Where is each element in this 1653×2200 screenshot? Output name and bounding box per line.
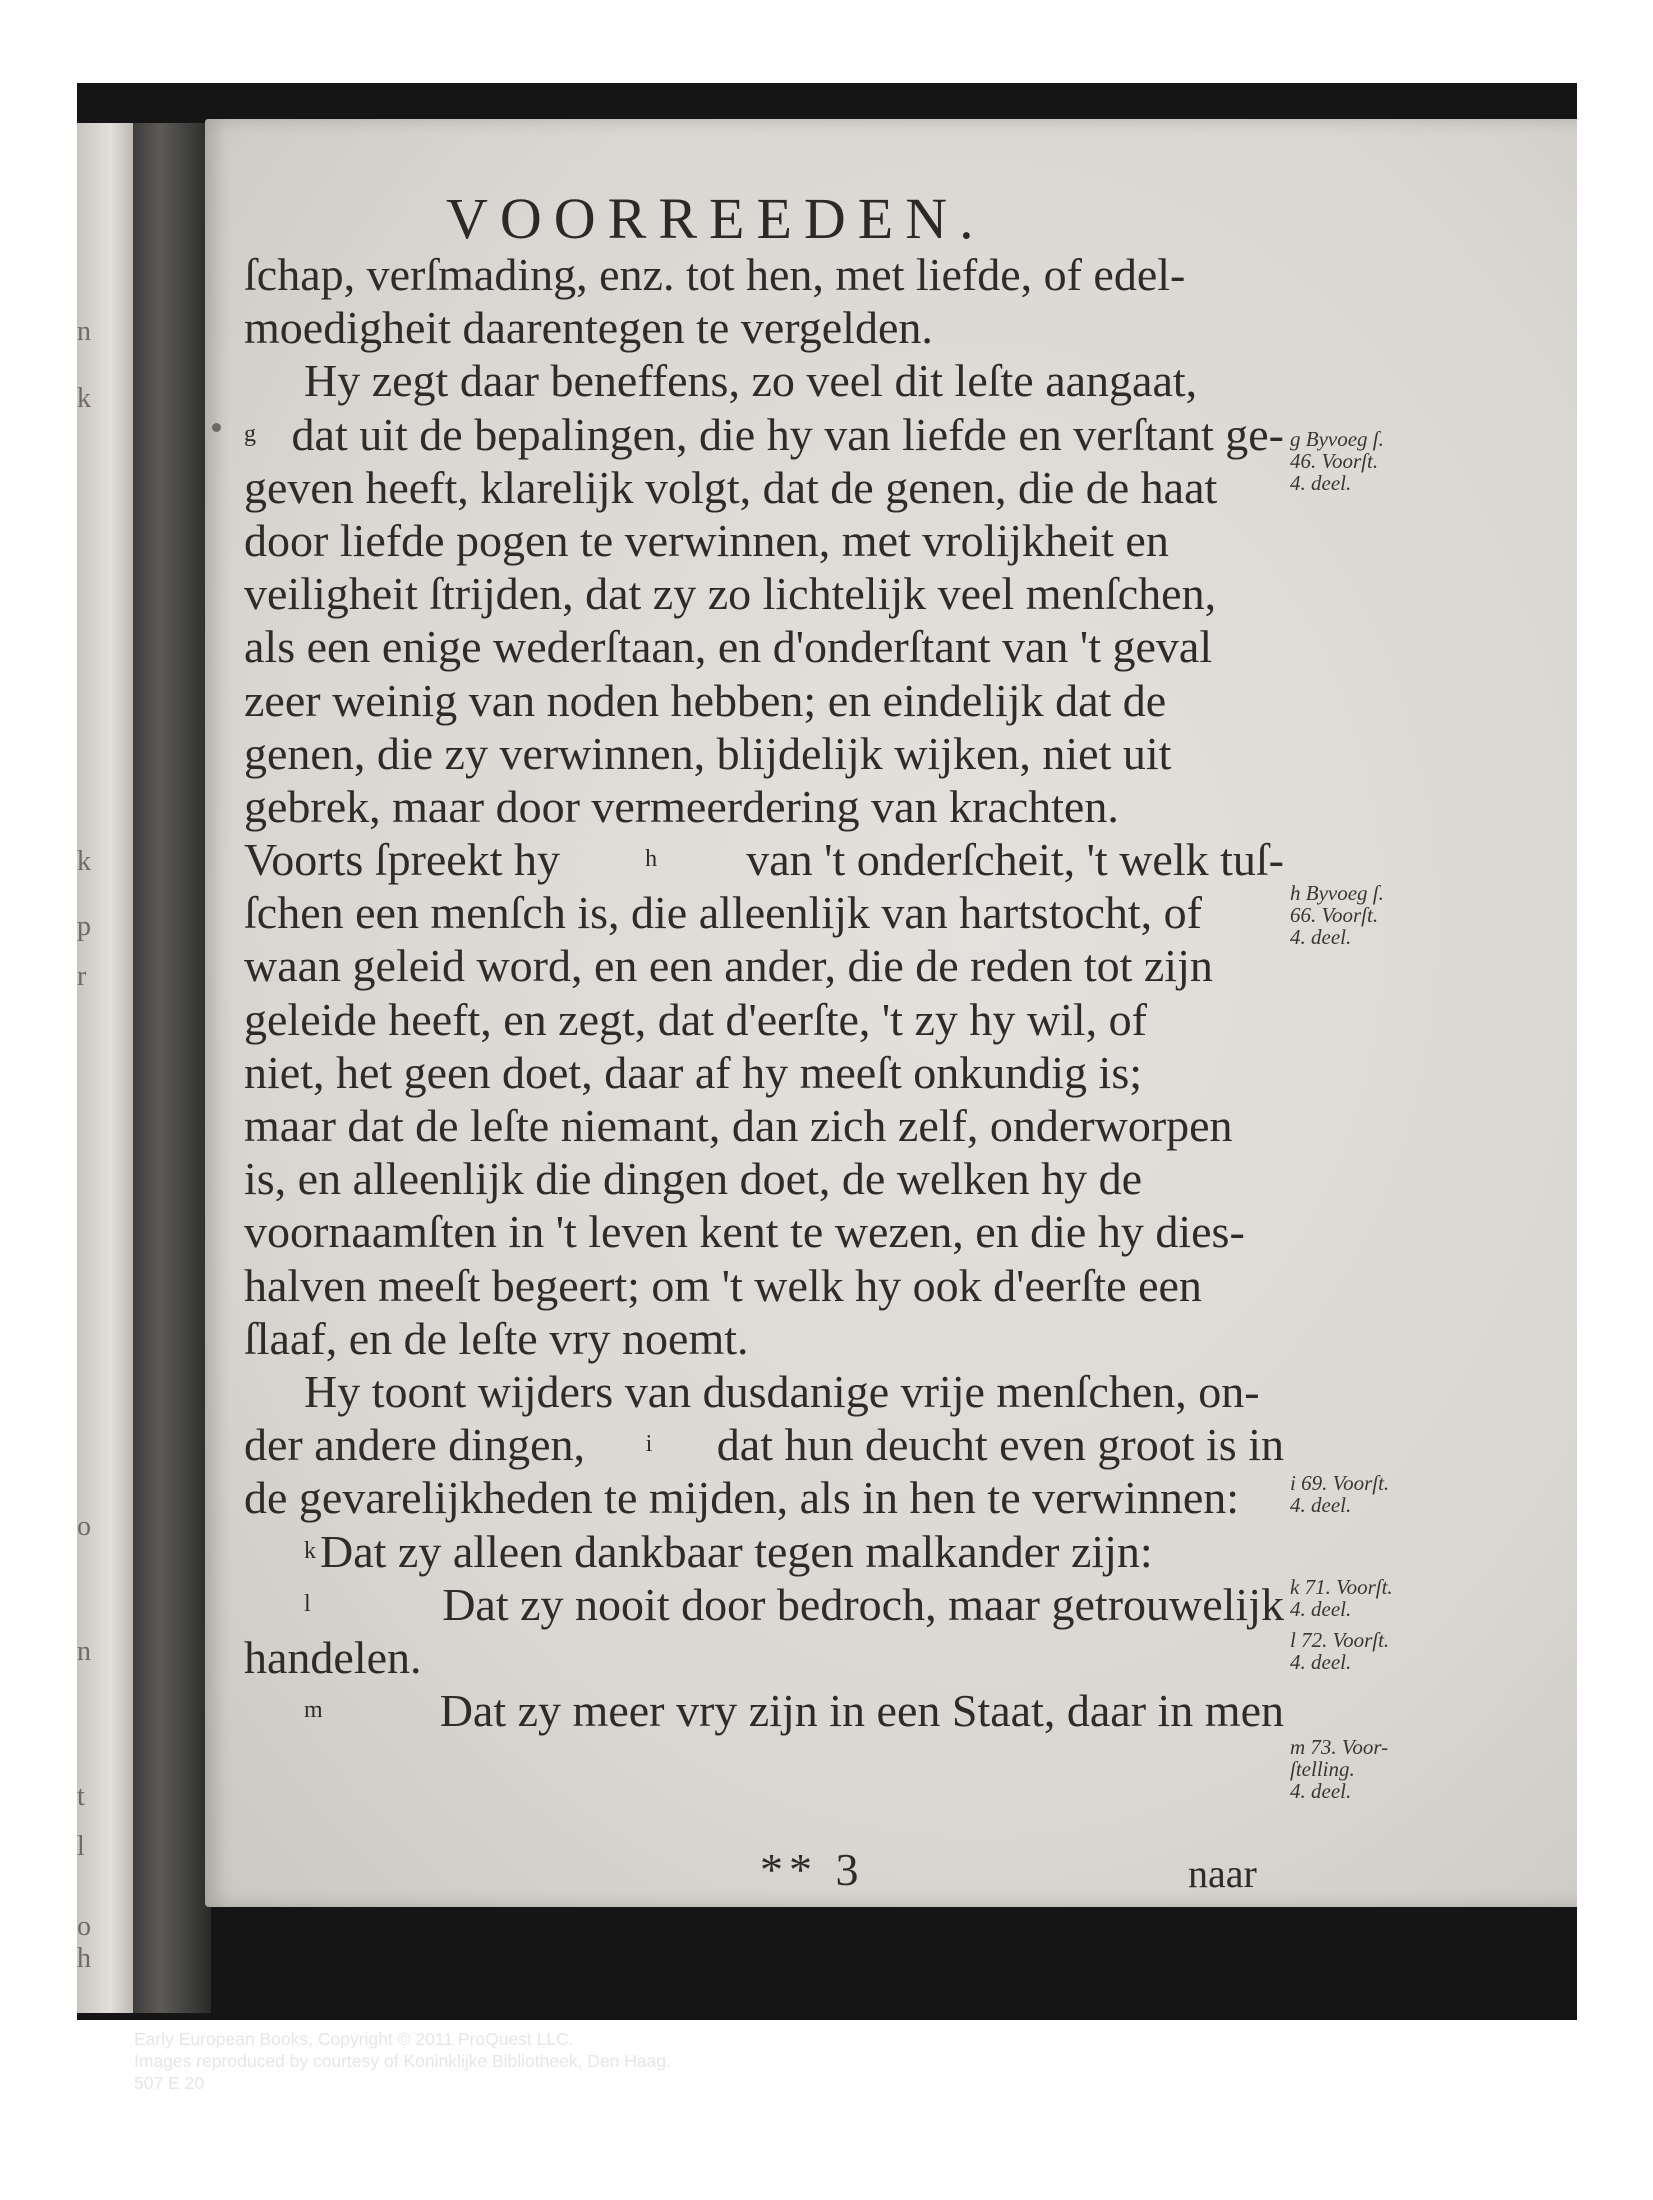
footnote-ref: i (645, 1431, 653, 1458)
footnote-ref: g (244, 420, 256, 447)
text-line (244, 674, 1284, 727)
body-text (244, 248, 1284, 1737)
line-text: als een enige wederſtaan, en d'onderſtant van 't geval (244, 621, 1213, 673)
margin-note (1290, 428, 1420, 494)
line-text: niet, het geen doet, daar af hy meeſt onkundig is; (244, 1046, 1143, 1098)
text-line (244, 1259, 1284, 1312)
line-text: dat hun deucht even groot is in (716, 1419, 1284, 1471)
left-page-edge (77, 123, 133, 2013)
left-page-fragment: o (77, 1911, 91, 1942)
caption-line-2: Images reproduced by courtesy of Koninklijke Bibliotheek, Den Haag. (134, 2051, 671, 2071)
margin-note (1290, 1576, 1420, 1620)
text-line (244, 1631, 1284, 1684)
text-line (244, 301, 1284, 354)
text-line (244, 993, 1284, 1046)
left-page-fragment: n (77, 316, 91, 347)
caption-line-3: 507 E 20 (134, 2073, 205, 2093)
book-gutter (133, 123, 211, 2013)
margin-note-line: ſtelling. (1290, 1757, 1355, 1781)
left-page-fragment: r (77, 961, 87, 992)
running-head: VOORREEDEN. (446, 186, 986, 251)
margin-note-line: 46. Voorſt. (1290, 449, 1379, 473)
left-page-fragment: h (77, 1943, 91, 1974)
footnote-ref: m (304, 1697, 323, 1724)
text-line (244, 1684, 1284, 1737)
text-line (244, 1046, 1284, 1099)
copyright-caption (134, 2028, 671, 2094)
text-line (244, 886, 1284, 939)
signature-mark: ** 3 (760, 1844, 865, 1895)
footnote-ref: l (304, 1590, 311, 1617)
text-line (244, 1365, 1284, 1418)
left-page-fragment: k (77, 846, 91, 877)
line-text: geven heeft, klarelijk volgt, dat de genen, die de haat (244, 461, 1218, 513)
text-line (244, 248, 1284, 301)
left-page-fragment: p (77, 911, 91, 942)
line-text: genen, die zy verwinnen, blijdelijk wijken, niet uit (244, 727, 1172, 779)
text-line (244, 1152, 1284, 1205)
margin-note-line: l 72. Voorſt. (1290, 1628, 1390, 1652)
margin-note (1290, 1472, 1420, 1516)
line-text: ſchen een menſch is, die alleenlijk van hartstocht, of (244, 887, 1203, 939)
margin-note-line: 66. Voorſt. (1290, 903, 1379, 927)
left-page-fragment: o (77, 1511, 91, 1542)
line-text: gebrek, maar door vermeerdering van krachten. (244, 780, 1119, 832)
margin-note (1290, 882, 1420, 948)
line-text: dat uit de bepalingen, die hy van liefde en verſtant ge- (291, 408, 1284, 460)
line-text: maar dat de leſte niemant, dan zich zelf, onderworpen (244, 1100, 1233, 1151)
text-line (244, 514, 1284, 567)
text-line (244, 461, 1284, 514)
line-text: van 't onderſcheit, 't welk tuſ- (746, 834, 1284, 886)
line-text: handelen. (244, 1631, 422, 1683)
line-text: Hy toont wijders van dusdanige vrije menſchen, on- (304, 1365, 1260, 1417)
text-line (244, 780, 1284, 833)
margin-note-line: 4. deel. (1290, 471, 1352, 495)
line-text: halven meeſt begeert; om 't welk hy ook d'eerſte een (244, 1259, 1202, 1311)
catchword: naar (1188, 1851, 1257, 1896)
line-text: ſlaaf, en de leſte vry noemt. (244, 1312, 749, 1364)
text-line (244, 1525, 1284, 1578)
line-text: ſchap, verſmading, enz. tot hen, met liefde, of edel- (244, 249, 1186, 300)
margin-note-line: h Byvoeg ſ. (1290, 881, 1384, 905)
line-text: waan geleid word, en een ander, die de reden tot zijn (244, 940, 1213, 992)
text-line (244, 833, 1284, 886)
text-line (244, 408, 1284, 461)
footnote-ref: k (304, 1537, 316, 1564)
line-text: geleide heeft, en zegt, dat d'eerſte, 't zy hy wil, of (244, 993, 1147, 1045)
footnote-ref: h (645, 846, 658, 873)
line-text: Dat zy nooit door bedroch, maar getrouwelijk (442, 1578, 1284, 1630)
margin-note-line: g Byvoeg ſ. (1290, 427, 1384, 451)
margin-note (1290, 1736, 1420, 1802)
margin-note-line: 4. deel. (1290, 925, 1352, 949)
text-line (244, 1205, 1284, 1258)
margin-note-line: k 71. Voorſt. (1290, 1575, 1393, 1599)
text-line (244, 567, 1284, 620)
line-text: voornaamſten in 't leven kent te wezen, en die hy dies- (244, 1206, 1245, 1258)
margin-note (1290, 1629, 1420, 1673)
margin-note-line: i 69. Voorſt. (1290, 1471, 1390, 1495)
left-page-fragment: t (77, 1781, 85, 1812)
line-text: zeer weinig van noden hebben; en eindelijk dat de (244, 674, 1167, 726)
line-text: Dat zy meer vry zijn in een Staat, daar in men (439, 1685, 1284, 1737)
text-line (244, 1471, 1284, 1524)
margin-note-line: 4. deel. (1290, 1650, 1352, 1674)
text-line (244, 1312, 1284, 1365)
line-text: moedigheit daarentegen te vergelden. (244, 302, 933, 354)
line-text: Dat zy alleen dankbaar tegen malkander zijn: (320, 1525, 1153, 1577)
caption-line-1: Early European Books, Copyright © 2011 ProQuest LLC. (134, 2029, 574, 2049)
margin-note-line: 4. deel. (1290, 1597, 1352, 1621)
line-text: Hy zegt daar beneffens, zo veel dit leſte aangaat, (304, 355, 1198, 407)
line-text: is, en alleenlijk die dingen doet, de welken hy de (244, 1153, 1143, 1205)
text-line (244, 1099, 1284, 1152)
left-page-fragment: k (77, 383, 91, 414)
text-line (244, 620, 1284, 673)
line-text: Voorts ſpreekt hy (244, 834, 561, 886)
line-text: veiligheit ſtrijden, dat zy zo lichtelijk veel menſchen, (244, 568, 1217, 620)
line-text: de gevarelijkheden te mijden, als in hen te verwinnen: (244, 1472, 1240, 1524)
left-page-fragment: n (77, 1636, 91, 1667)
text-line (244, 1578, 1284, 1631)
line-text: door liefde pogen te verwinnen, met vrolijkheit en (244, 514, 1169, 566)
ink-speck (212, 423, 221, 432)
left-page-fragment: l (77, 1831, 85, 1862)
text-line (244, 727, 1284, 780)
margin-note-line: 4. deel. (1290, 1779, 1352, 1803)
text-line (244, 354, 1284, 407)
line-text: der andere dingen, (244, 1419, 586, 1471)
text-line (244, 939, 1284, 992)
text-line (244, 1418, 1284, 1471)
margin-note-line: m 73. Voor- (1290, 1735, 1389, 1759)
margin-note-line: 4. deel. (1290, 1493, 1352, 1517)
